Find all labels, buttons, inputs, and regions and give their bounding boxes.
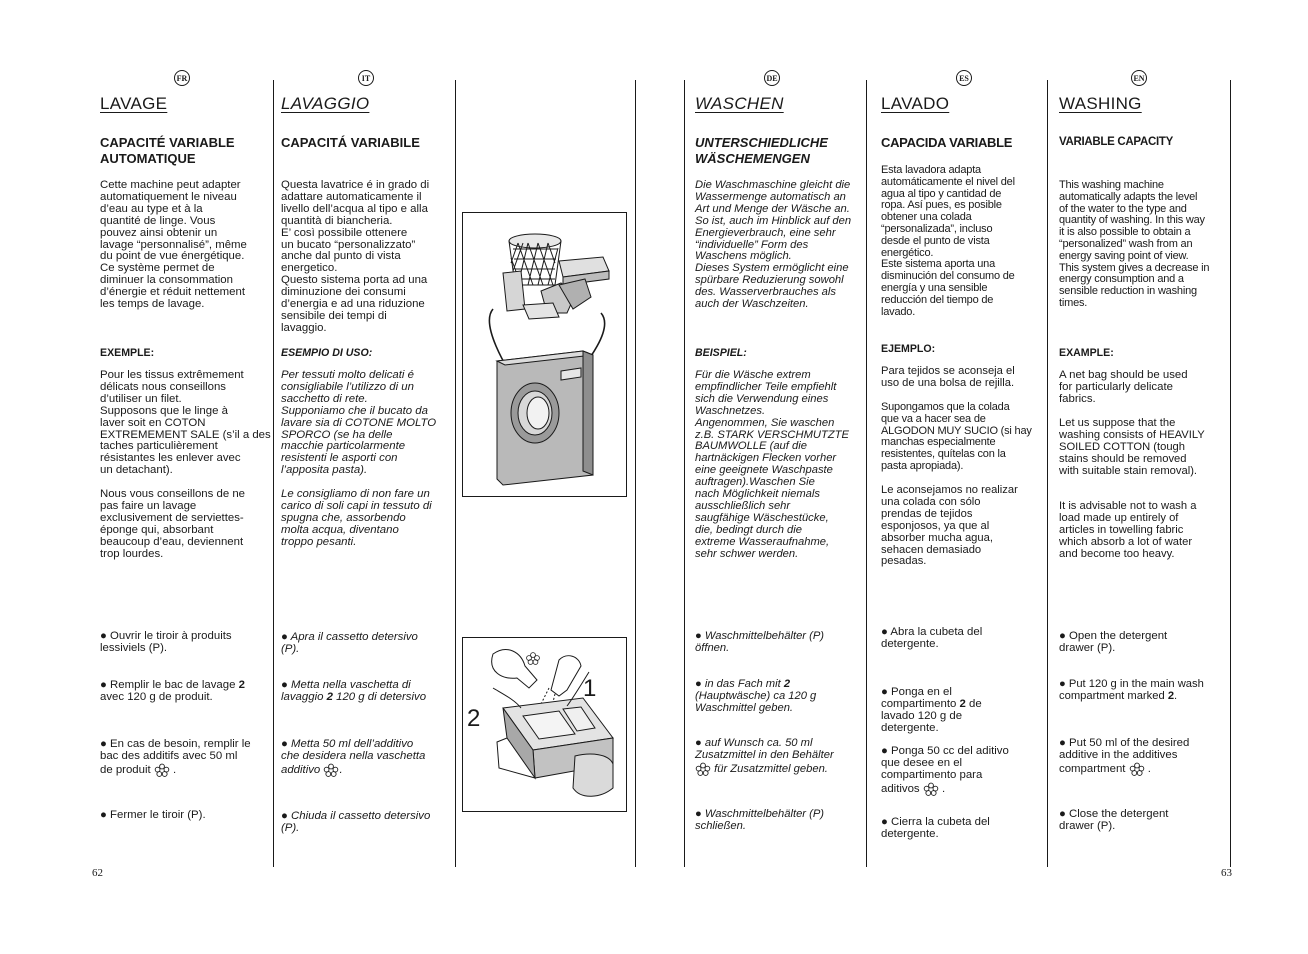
example-text-en-2: Let us suppose that the washing consists of HEAVILY SOILED COTTON (tough stains should be removed with suitable stain removal). — [1059, 417, 1205, 477]
example-label-de: BEISPIEL: — [695, 347, 747, 359]
additive-flower-icon — [1129, 762, 1145, 776]
step-text: ● auf Wunsch ca. 50 ml Zusatzmittel in den Behälter — [695, 737, 834, 761]
example-text-fr-2: Nous vous conseillons de ne pas faire un lavage exclusivement de serviettes- éponge qui, absorbant beaucoup d’eau, deviennent trop lourdes. — [100, 488, 246, 560]
language-badge-es: ES — [956, 70, 972, 86]
step-open-drawer-en: ● Open the detergent drawer (P). — [1059, 630, 1168, 654]
intro-en: This washing machine automatically adapts the level of the water to the type and quantity of washing. In this way it is also possible to obtain a “personalized” wash from an energy saving point of view. This system gives a decrease in energy consumption and a sensible reduction in washing times. — [1059, 179, 1210, 309]
step-text: (Hauptwäsche) ca 120 g Waschmittel geben. — [695, 689, 817, 714]
step-text: . — [339, 763, 343, 776]
example-text-fr: Pour les tissus extrêmement délicats nous conseillons d’utiliser un filet. Supposons que le linge à laver soit en COTON EXTREMEMENT SALE (s’il a des taches particulièrement résistantes les enlever avec un detachant). — [100, 369, 271, 477]
example-text-es-2: Supongamos que la colada que va a hacer sea de ALGODON MUY SUCIO (si hay manchas especialmente resistentes, quítelas con la pasta apropiada). — [881, 401, 1032, 472]
step-fill-main-it — [281, 680, 426, 704]
intro-fr: Cette machine peut adapter automatiquement le niveau d’eau au type et à la quantité de linge. Vous pouvez ainsi obtenir un lavage “personnalisé”, même du point de vue énergétique. Ce système permet de diminuer la consommation d’énergie et réduit nettement les temps de lavage. — [100, 179, 247, 311]
section-title-en: WASHING — [1059, 94, 1142, 113]
section-title-de: WASCHEN — [695, 94, 784, 113]
step-fill-additive-it — [281, 739, 425, 777]
laundry-washer-drawing — [463, 213, 625, 495]
step-text: ● Metta 50 ml dell’additivo che desidera nella vaschetta additivo — [281, 738, 426, 776]
example-text-en: A net bag should be used for particularly delicate fabrics. — [1059, 369, 1188, 405]
step-text: ● Metta nella vaschetta di lavaggio — [281, 679, 411, 703]
subtitle-de: UNTERSCHIEDLICHE WÄSCHEMENGEN — [695, 135, 828, 166]
subtitle-it: CAPACITÁ VARIABILE — [281, 135, 420, 150]
compartment-number: 2 — [238, 679, 245, 691]
section-title-fr: LAVAGE — [100, 94, 168, 113]
step-open-drawer-de: ● Waschmittelbehälter (P) öffnen. — [695, 630, 825, 654]
subtitle-es: CAPACIDA VARIABLE — [881, 135, 1013, 150]
language-badge-it: IT — [358, 70, 374, 86]
step-close-drawer-es: ● Cierra la cubeta del detergente. — [881, 816, 990, 840]
step-text: . — [169, 763, 177, 776]
example-text-en-3: It is advisable not to wash a load made up entirely of articles in towelling fabric which absorb a lot of water and become too heavy. — [1059, 500, 1197, 560]
step-open-drawer-fr: ● Ouvrir le tiroir à produits lessiviels (P). — [100, 630, 232, 654]
example-text-it-2: Le consigliamo di non fare un carico di soli capi in tessuto di spugna che, assorbendo molta acqua, diventano troppo pesanti. — [281, 488, 432, 548]
column-divider — [866, 80, 867, 867]
step-text: ● Put 120 g in the main wash compartment marked — [1059, 678, 1204, 702]
compartment-number: 2 — [959, 697, 966, 710]
section-title-es: LAVADO — [881, 94, 950, 113]
step-text: ● in das Fach mit — [695, 678, 784, 690]
drawer-label-2: 2 — [467, 705, 481, 732]
column-divider — [1047, 80, 1048, 867]
page-number-right: 63 — [1221, 867, 1232, 879]
example-text-es-3: Le aconsejamos no realizar una colada con sólo prendas de tejidos esponjosos, ya que al absorber mucha agua, sehacen demasiado pesadas. — [881, 484, 1018, 568]
column-divider — [455, 80, 456, 867]
illustration-laundry-washer — [462, 212, 627, 497]
language-badge-en: EN — [1131, 70, 1147, 86]
example-text-es: Para tejidos se aconseja el uso de una bolsa de rejilla. — [881, 365, 1015, 389]
step-text: . — [1144, 762, 1151, 775]
additive-flower-icon — [154, 763, 170, 777]
additive-flower-icon — [323, 763, 339, 777]
language-badge-fr: FR — [174, 70, 190, 86]
intro-it: Questa lavatrice é in grado di adattare automaticamente il livello dell’acqua al tipo e alla quantità di biancheria. E’ così possibile ottenere un bucato “personalizzato” anche dal punto di vista energetico. Questo sistema porta ad una diminuzione dei consumi d’energia e ad una riduzione sensibile dei tempi di lavaggio. — [281, 179, 430, 334]
illustration-detergent-drawer — [462, 637, 627, 812]
step-fill-additive-es — [881, 746, 1009, 796]
step-fill-additive-fr — [100, 739, 251, 777]
intro-es: Esta lavadora adapta automáticamente el nivel del agua al tipo y cantidad de ropa. Así pues, es posible obtener una colada “personalizada”, incluso desde el punto de vista energético. Este sistema aporta una disminución del consumo de energía y una sensible reducción del tiempo de lavado. — [881, 164, 1015, 318]
compartment-number: 2 — [783, 678, 791, 690]
column-divider — [273, 80, 274, 867]
example-text-it: Per tessuti molto delicati é consigliabile l’utilizzo di un sacchetto di rete. Supponiamo che il bucato da lavare sia di COTONE MOLTO SPORCO (se ha delle macchie particolarmente resistenti le asporti con l’apposita pasta). — [281, 369, 437, 477]
additive-flower-icon — [695, 762, 711, 776]
column-divider — [635, 80, 636, 867]
column-divider — [684, 80, 685, 867]
example-label-es: EJEMPLO: — [881, 343, 936, 355]
step-text: . — [1174, 689, 1178, 702]
step-fill-additive-de — [695, 738, 834, 776]
example-label-fr: EXEMPLE: — [100, 347, 155, 359]
step-fill-main-es — [881, 687, 982, 735]
example-label-en: EXAMPLE: — [1059, 347, 1114, 359]
step-fill-main-fr — [100, 680, 245, 704]
intro-de: Die Waschmaschine gleicht die Wassermenge automatisch an Art und Menge der Wäsche an. So ist, auch im Hinblick auf den Energieverbrauch, eine sehr “individuelle” Form des Waschens möglich. Dieses System ermöglicht eine spürbare Reduzierung sowohl des. Wasserverbrauches als auch der Waschzeiten. — [695, 179, 852, 311]
detergent-drawer-drawing — [463, 638, 625, 810]
drawer-label-1: 1 — [583, 675, 597, 702]
step-text: de lavado 120 g de detergente. — [881, 697, 982, 734]
section-title-it: LAVAGGIO — [281, 94, 370, 113]
language-badge-de: DE — [764, 70, 780, 86]
step-text: ● En cas de besoin, remplir le bac des additifs avec 50 ml de produit — [100, 738, 251, 776]
compartment-number: 2 — [1167, 689, 1175, 702]
step-close-drawer-it: ● Chiuda il cassetto detersivo (P). — [281, 810, 431, 834]
subtitle-fr: CAPACITÉ VARIABLE AUTOMATIQUE — [100, 135, 235, 166]
column-divider — [1230, 80, 1231, 867]
step-close-drawer-de: ● Waschmittelbehälter (P) schließen. — [695, 808, 825, 832]
step-open-drawer-it: ● Apra il cassetto detersivo (P). — [281, 631, 418, 655]
example-text-de: Für die Wäsche extrem empfindlicher Teile empfiehlt sich die Verwendung eines Waschnetzes. Angenommen, Sie waschen z.B. STARK VERSCHMUTZTE BAUMWOLLE (auf die hartnäckigen Flecken vorher eine geeignete Waschpaste auftragen).Waschen Sie nach Möglichkeit niemals ausschließlich sehr saugfähige Wäschestücke, die, bedingt durch die extreme Wasseraufnahme, sehr schwer werden. — [695, 369, 849, 560]
step-text: ● Put 50 ml of the desired additive in the additives compartment — [1059, 737, 1190, 775]
step-text: . — [938, 782, 946, 795]
step-close-drawer-fr: ● Fermer le tiroir (P). — [100, 809, 206, 821]
step-text: ● Remplir le bac de lavage — [100, 679, 239, 691]
page-number-left: 62 — [92, 867, 103, 879]
step-open-drawer-es: ● Abra la cubeta del detergente. — [881, 626, 983, 650]
step-text: ● Ponga 50 cc del aditivo que desee en el compartimento para aditivos — [881, 745, 1009, 795]
step-text: ● Ponga en el compartimento — [881, 686, 957, 710]
additive-flower-icon — [923, 782, 939, 796]
step-text: für Zusatzmittel geben. — [711, 762, 828, 775]
compartment-number: 2 — [326, 690, 333, 703]
step-fill-main-en — [1059, 679, 1204, 703]
step-fill-main-de — [695, 679, 816, 715]
step-text: 120 g di detersivo — [332, 690, 427, 703]
example-label-it: ESEMPIO DI USO: — [281, 347, 373, 359]
step-close-drawer-en: ● Close the detergent drawer (P). — [1059, 808, 1169, 832]
step-text: avec 120 g de produit. — [100, 690, 213, 703]
step-fill-additive-en — [1059, 738, 1189, 776]
subtitle-en: VARIABLE CAPACITY — [1059, 136, 1173, 148]
